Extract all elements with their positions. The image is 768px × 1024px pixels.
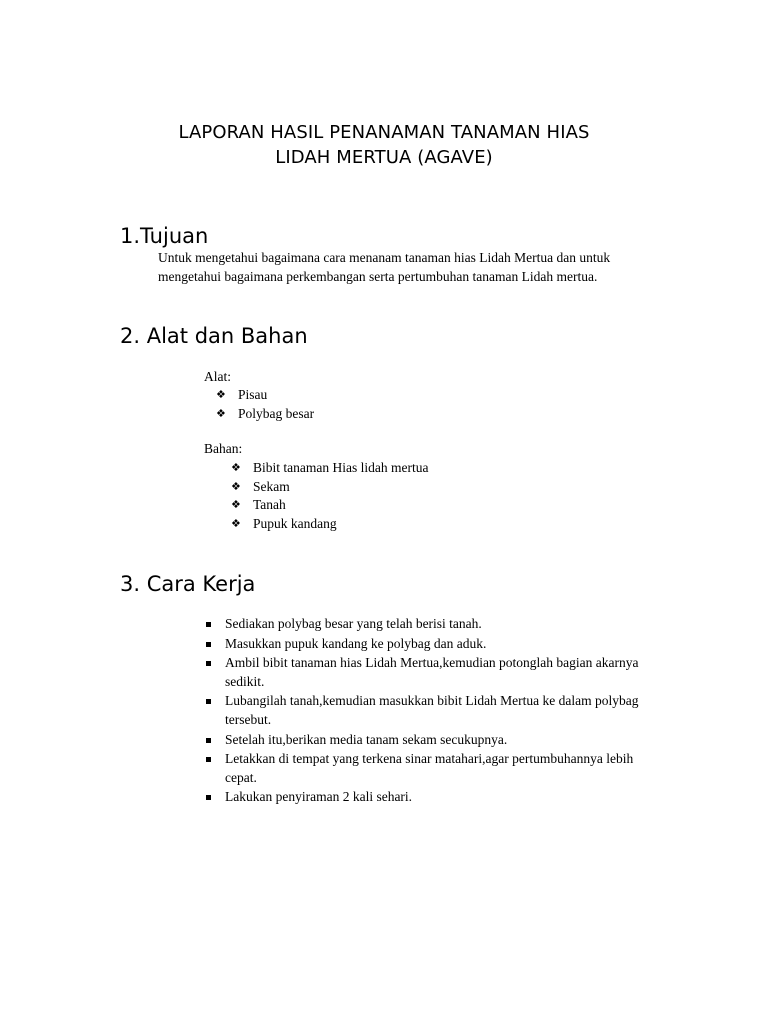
list-item <box>203 692 663 729</box>
square-bullet-icon <box>206 699 211 704</box>
square-bullet-icon <box>206 738 211 743</box>
list-item <box>231 478 428 497</box>
list-item <box>203 750 663 787</box>
list-item-text: Lakukan penyiraman 2 kali sehari. <box>225 789 413 805</box>
bahan-list <box>231 459 428 533</box>
list-item-text: Masukkan pupuk kandang ke polybag dan aduk. <box>225 635 487 651</box>
list-item <box>231 496 428 515</box>
square-bullet-icon <box>206 661 211 666</box>
diamond-bullet-icon: ❖ <box>216 388 226 401</box>
diamond-bullet-icon: ❖ <box>231 498 241 512</box>
diamond-bullet-icon: ❖ <box>216 406 226 420</box>
list-item-text: Tanah <box>253 497 286 513</box>
section-heading-alat-dan-bahan: 2. Alat dan Bahan <box>120 324 308 348</box>
list-item <box>216 386 314 405</box>
list-item-text: Bibit tanaman Hias lidah mertua <box>253 460 429 475</box>
list-item <box>203 788 663 807</box>
diamond-bullet-icon: ❖ <box>231 479 241 493</box>
square-bullet-icon <box>206 795 211 800</box>
diamond-bullet-icon: ❖ <box>231 461 241 474</box>
section-heading-tujuan: 1.Tujuan <box>120 224 209 248</box>
list-item <box>203 654 663 691</box>
bahan-label: Bahan: <box>204 441 243 456</box>
document-title <box>0 120 768 170</box>
alat-list <box>216 386 314 423</box>
list-item-text: Sediakan polybag besar yang telah berisi tanah. <box>225 616 482 631</box>
list-item <box>231 515 428 534</box>
cara-kerja-list <box>203 615 663 808</box>
list-item <box>216 405 314 424</box>
square-bullet-icon <box>206 622 211 627</box>
list-item-text: Letakkan di tempat yang terkena sinar matahari,agar pertumbuhannya lebih cepat. <box>225 751 634 785</box>
list-item <box>203 615 663 634</box>
title-line-1: LAPORAN HASIL PENANAMAN TANAMAN HIAS <box>178 122 590 143</box>
list-item-text: Sekam <box>253 478 290 494</box>
alat-label: Alat: <box>204 369 231 384</box>
title-line-2: LIDAH MERTUA (AGAVE) <box>275 147 493 168</box>
list-item <box>203 635 663 654</box>
section-heading-cara-kerja: 3. Cara Kerja <box>120 572 256 596</box>
list-item <box>203 731 663 750</box>
square-bullet-icon <box>206 757 211 762</box>
list-item-text: Setelah itu,berikan media tanam sekam secukupnya. <box>225 731 508 747</box>
square-bullet-icon <box>206 642 211 647</box>
tujuan-paragraph: Untuk mengetahui bagaimana cara menanam tanaman hias Lidah Mertua dan untuk mengetahui bagaimana perkembangan serta pertumbuhan tanaman Lidah mertua. <box>158 250 611 284</box>
list-item-text: Pupuk kandang <box>253 515 337 531</box>
list-item <box>231 459 428 478</box>
list-item-text: Ambil bibit tanaman hias Lidah Mertua,kemudian potonglah bagian akarnya sedikit. <box>225 655 639 689</box>
diamond-bullet-icon: ❖ <box>231 516 241 530</box>
list-item-text: Pisau <box>238 387 268 402</box>
list-item-text: Lubangilah tanah,kemudian masukkan bibit Lidah Mertua ke dalam polybag tersebut. <box>225 693 639 727</box>
list-item-text: Polybag besar <box>238 405 315 421</box>
